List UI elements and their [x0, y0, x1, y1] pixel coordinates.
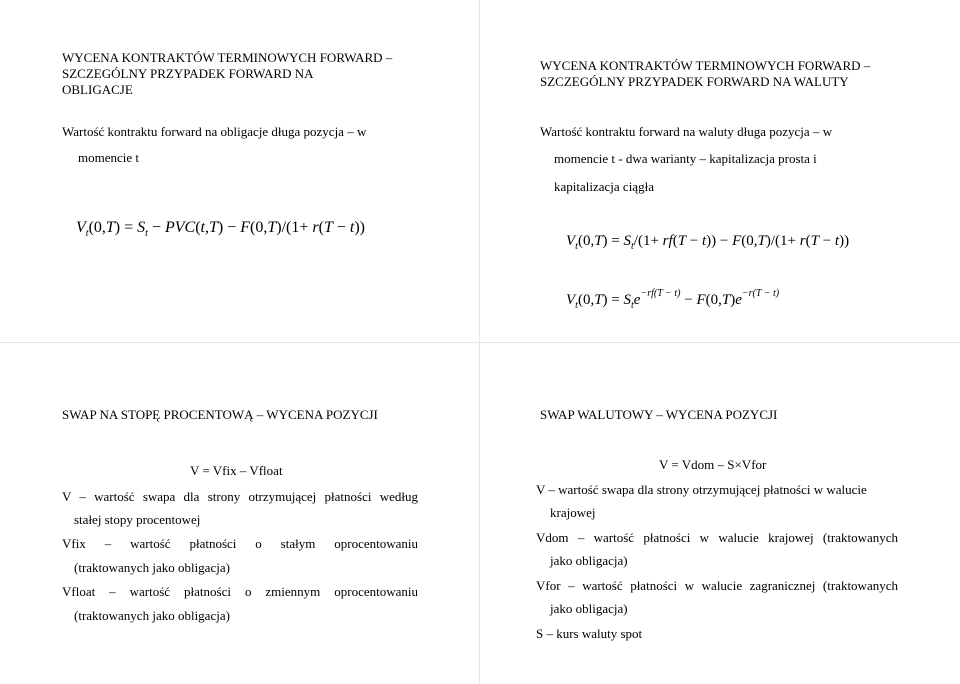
description-line: kapitalizacja ciągła: [554, 179, 654, 194]
definition-line: stałej stopy procentowej: [74, 512, 201, 527]
definition-line: Vdom – wartość płatności w walucie krajowej (traktowanych: [536, 530, 898, 545]
formula-swap-value: V = Vfix – Vfloat: [190, 463, 283, 478]
slide-title: [540, 58, 940, 90]
slide-title: SWAP NA STOPĘ PROCENTOWĄ – WYCENA POZYCJI: [62, 407, 378, 422]
formula-simple-compounding: $V_t(0,T) = S_t/(1+ rf(T - t)) - F(0,T)/(1+ r(T - t))$: [566, 233, 850, 252]
definition-line: jako obligacja): [550, 601, 628, 616]
definition-line: V – wartość swapa dla strony otrzymującej płatności według: [62, 489, 418, 504]
definition-line: S – kurs waluty spot: [536, 626, 643, 641]
definition-line: Vfloat – wartość płatności o zmiennym oprocentowaniu: [62, 584, 418, 599]
definition-line: jako obligacja): [550, 553, 628, 568]
title-line: OBLIGACJE: [62, 82, 133, 97]
horizontal-divider: [0, 342, 960, 343]
title-line: WYCENA KONTRAKTÓW TERMINOWYCH FORWARD –: [540, 58, 871, 73]
description-line: Wartość kontraktu forward na waluty długa pozycja – w: [540, 124, 833, 139]
definition-line: Vfix – wartość płatności o stałym oprocentowaniu: [62, 536, 418, 551]
title-line: SZCZEGÓLNY PRZYPADEK FORWARD NA: [62, 66, 314, 81]
definition-line: Vfor – wartość płatności w walucie zagranicznej (traktowanych: [536, 578, 898, 593]
definition-line: krajowej: [550, 505, 596, 520]
formula-forward-bonds: $V_t(0,T) = S_t - PVC(t,T) - F(0,T)/(1+ r(T - t))$: [76, 219, 365, 239]
slide-title: SWAP WALUTOWY – WYCENA POZYCJI: [540, 407, 778, 422]
formula-continuous-compounding: $V_t(0,T) = S_te^{-rf(T - t)} - F(0,T)e^{-r(T - t)}$: [566, 288, 780, 311]
formula-swap-value: V = Vdom – S×Vfor: [659, 457, 767, 472]
title-line: WYCENA KONTRAKTÓW TERMINOWYCH FORWARD –: [62, 50, 393, 65]
definition-line: (traktowanych jako obligacja): [74, 560, 230, 575]
description-line: Wartość kontraktu forward na obligacje długa pozycja – w: [62, 124, 367, 139]
slide-title: [62, 50, 462, 98]
title-line: SZCZEGÓLNY PRZYPADEK FORWARD NA WALUTY: [540, 74, 849, 89]
definition-line: V – wartość swapa dla strony otrzymującej płatności w walucie: [536, 482, 867, 497]
description-line: momencie t: [78, 150, 140, 165]
description-line: momencie t - dwa warianty – kapitalizacja prosta i: [554, 151, 817, 166]
definition-line: (traktowanych jako obligacja): [74, 608, 230, 623]
